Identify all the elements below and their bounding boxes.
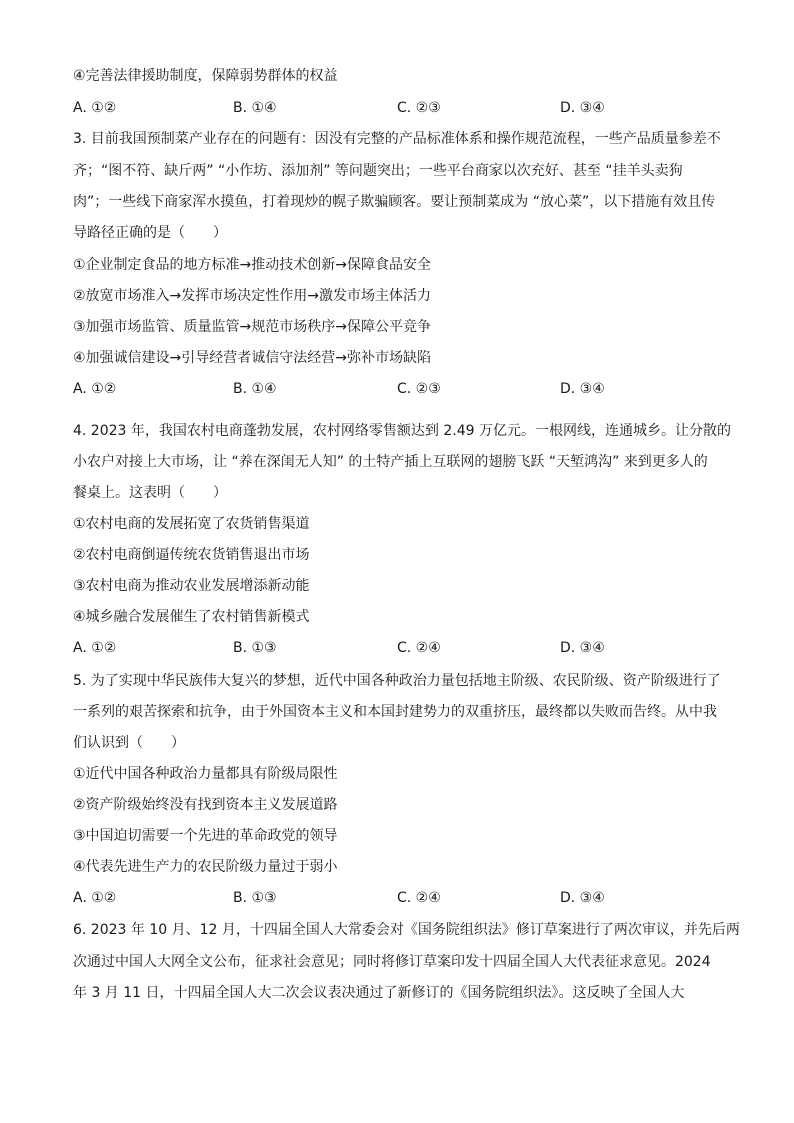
q4-option-d: D. ③④ — [560, 640, 605, 656]
q3-item-4: ④加强诚信建设→引导经营者诚信守法经营→弥补市场缺陷 — [73, 350, 432, 366]
q4-option-b: B. ①③ — [233, 640, 277, 656]
q2-option-b: B. ①④ — [233, 100, 277, 116]
q4-options — [73, 638, 733, 658]
q3-option-a: A. ①② — [73, 381, 117, 397]
q3-stem-line-2: 齐；“图不符、缺斤两” “小作坊、添加剂” 等问题突出；一些平台商家以次充好、甚至 “挂羊头卖狗 — [73, 163, 683, 179]
q3-option-b: B. ①④ — [233, 381, 277, 397]
q3-option-c: C. ②③ — [397, 381, 441, 397]
q4-stem-line-3: 餐桌上。这表明（ ） — [73, 485, 227, 501]
q4-stem-line-2: 小农户对接上大市场，让 “养在深闺无人知” 的土特产插上互联网的翅膀飞跃 “天堑鸿沟” 来到更多人的 — [73, 454, 708, 470]
q3-item-2: ②放宽市场准入→发挥市场决定性作用→激发市场主体活力 — [73, 288, 432, 304]
q4-option-c: C. ②④ — [397, 640, 441, 656]
q5-option-d: D. ③④ — [560, 890, 605, 906]
q4-item-1: ①农村电商的发展拓宽了农货销售渠道 — [73, 516, 310, 532]
q3-item-3: ③加强市场监管、质量监管→规范市场秩序→保障公平竞争 — [73, 319, 432, 335]
q5-item-2: ②资产阶级始终没有找到资本主义发展道路 — [73, 797, 338, 813]
q4-item-2: ②农村电商倒逼传统农货销售退出市场 — [73, 547, 310, 563]
q3-stem-line-1: 3. 目前我国预制菜产业存在的问题有：因没有完整的产品标准体系和操作规范流程，一些产品质量参差不 — [73, 131, 721, 147]
q4-stem-line-1: 4. 2023 年，我国农村电商蓬勃发展，农村网络零售额达到 2.49 万亿元。一根网线，连通城乡。让分散的 — [73, 423, 731, 439]
q5-options — [73, 888, 733, 908]
q4-item-3: ③农村电商为推动农业发展增添新动能 — [73, 578, 310, 594]
q4-item-4: ④城乡融合发展催生了农村销售新模式 — [73, 609, 310, 625]
q5-stem-line-3: 们认识到（ ） — [73, 735, 185, 751]
q4-option-a: A. ①② — [73, 640, 117, 656]
q6-stem-line-1: 6. 2023 年 10 月、12 月，十四届全国人大常委会对《国务院组织法》修订草案进行了两次审议，并先后两 — [73, 922, 740, 938]
q5-item-3: ③中国迫切需要一个先进的革命政党的领导 — [73, 828, 338, 844]
q5-item-4: ④代表先进生产力的农民阶级力量过于弱小 — [73, 859, 338, 875]
q2-option-a: A. ①② — [73, 100, 117, 116]
q5-option-b: B. ①③ — [233, 890, 277, 906]
q6-stem-line-2: 次通过中国人大网全文公布，征求社会意见；同时将修订草案印发十四届全国人大代表征求意见。2024 — [73, 954, 711, 970]
q3-options — [73, 379, 733, 399]
q2-item-4: ④完善法律援助制度，保障弱势群体的权益 — [73, 68, 338, 84]
q3-item-1: ①企业制定食品的地方标准→推动技术创新→保障食品安全 — [73, 257, 432, 273]
q2-option-d: D. ③④ — [560, 100, 605, 116]
q2-options — [73, 98, 733, 118]
q5-option-c: C. ②④ — [397, 890, 441, 906]
q5-stem-line-1: 5. 为了实现中华民族伟大复兴的梦想，近代中国各种政治力量包括地主阶级、农民阶级、资产阶级进行了 — [73, 673, 721, 689]
q3-stem-line-3: 肉”；一些线下商家浑水摸鱼，打着现炒的幌子欺骗顾客。要让预制菜成为 “放心菜”，以下措施有效且传 — [73, 194, 716, 210]
q5-stem-line-2: 一系列的艰苦探索和抗争，由于外国资本主义和本国封建势力的双重挤压，最终都以失败而告终。从中我 — [73, 704, 717, 720]
q5-option-a: A. ①② — [73, 890, 117, 906]
q3-option-d: D. ③④ — [560, 381, 605, 397]
q3-stem-line-4: 导路径正确的是（ ） — [73, 225, 227, 241]
q2-option-c: C. ②③ — [397, 100, 441, 116]
q5-item-1: ①近代中国各种政治力量都具有阶级局限性 — [73, 766, 338, 782]
q6-stem-line-3: 年 3 月 11 日，十四届全国人大二次会议表决通过了新修订的《国务院组织法》。这反映了全国人大 — [73, 985, 685, 1001]
